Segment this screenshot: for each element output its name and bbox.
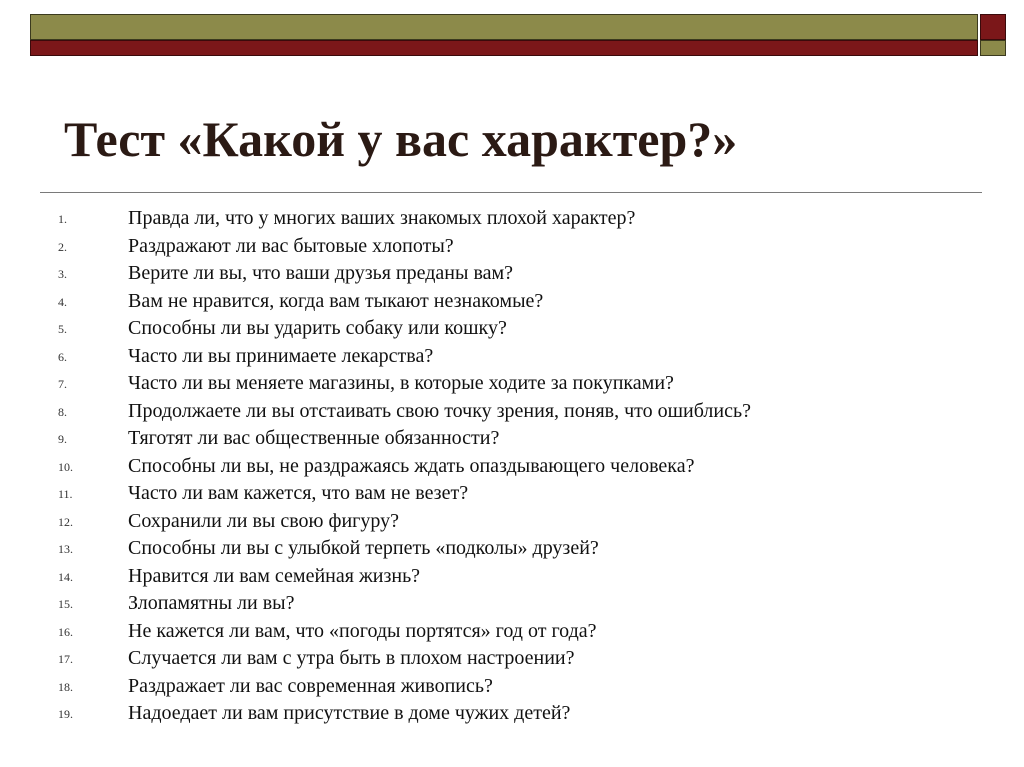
question-text: Вам не нравится, когда вам тыкают незнакомые?	[128, 289, 544, 312]
question-item	[0, 536, 980, 564]
question-number: 10.	[58, 459, 73, 474]
question-number: 4.	[58, 294, 67, 309]
slide-title: Тест «Какой у вас характер?»	[64, 111, 738, 167]
question-number: 7.	[58, 377, 67, 391]
question-item	[0, 316, 980, 344]
question-number: 12.	[58, 514, 73, 529]
question-item	[0, 564, 980, 592]
question-text: Верите ли вы, что ваши друзья преданы вам?	[128, 262, 514, 284]
question-text: Способны ли вы, не раздражаясь ждать опаздывающего человека?	[128, 454, 695, 477]
header-square-olive	[980, 40, 1006, 56]
question-item	[0, 646, 980, 674]
header-band-maroon	[30, 40, 978, 56]
question-number: 16.	[58, 624, 73, 639]
question-number: 6.	[58, 349, 67, 364]
title-divider	[40, 192, 982, 193]
question-list	[0, 206, 980, 729]
question-item	[0, 344, 980, 372]
question-number: 9.	[58, 432, 67, 446]
question-item	[0, 206, 980, 234]
question-item	[0, 701, 980, 729]
question-text: Часто ли вы меняете магазины, в которые ходите за покупками?	[128, 372, 674, 394]
question-text: Правда ли, что у многих ваших знакомых плохой характер?	[128, 207, 636, 229]
question-number: 1.	[58, 212, 67, 226]
header-square-maroon	[980, 14, 1006, 40]
question-text: Надоедает ли вам присутствие в доме чужих детей?	[128, 702, 571, 724]
question-text: Способны ли вы ударить собаку или кошку?	[128, 317, 507, 339]
question-number: 5.	[58, 322, 67, 336]
question-number: 14.	[58, 569, 73, 584]
question-item	[0, 481, 980, 509]
question-text: Продолжаете ли вы отстаивать свою точку зрения, поняв, что ошиблись?	[128, 399, 751, 422]
question-item	[0, 289, 980, 317]
question-item	[0, 371, 980, 399]
question-text: Сохранили ли вы свою фигуру?	[128, 509, 399, 532]
question-number: 13.	[58, 542, 73, 556]
question-item	[0, 454, 980, 482]
question-item	[0, 674, 980, 702]
header-band-olive	[30, 14, 978, 40]
question-item	[0, 509, 980, 537]
question-item	[0, 426, 980, 454]
question-text: Часто ли вы принимаете лекарства?	[128, 344, 434, 367]
question-text: Тяготят ли вас общественные обязанности?	[128, 427, 500, 449]
question-number: 11.	[58, 487, 73, 501]
question-number: 2.	[58, 239, 67, 254]
question-number: 18.	[58, 679, 73, 694]
question-number: 17.	[58, 652, 73, 666]
question-item	[0, 619, 980, 647]
question-text: Злопамятны ли вы?	[128, 592, 295, 614]
question-text: Не кажется ли вам, что «погоды портятся» год от года?	[128, 619, 597, 642]
question-text: Случается ли вам с утра быть в плохом настроении?	[128, 647, 575, 669]
question-number: 15.	[58, 597, 73, 611]
question-text: Раздражает ли вас современная живопись?	[128, 674, 493, 697]
question-item	[0, 261, 980, 289]
question-number: 8.	[58, 404, 67, 419]
question-text: Раздражают ли вас бытовые хлопоты?	[128, 234, 454, 257]
question-item	[0, 591, 980, 619]
question-item	[0, 234, 980, 262]
question-text: Нравится ли вам семейная жизнь?	[128, 564, 421, 587]
question-item	[0, 399, 980, 427]
question-text: Способны ли вы с улыбкой терпеть «подколы» друзей?	[128, 537, 599, 559]
question-number: 19.	[58, 707, 73, 721]
question-number: 3.	[58, 267, 67, 281]
question-text: Часто ли вам кажется, что вам не везет?	[128, 482, 469, 504]
